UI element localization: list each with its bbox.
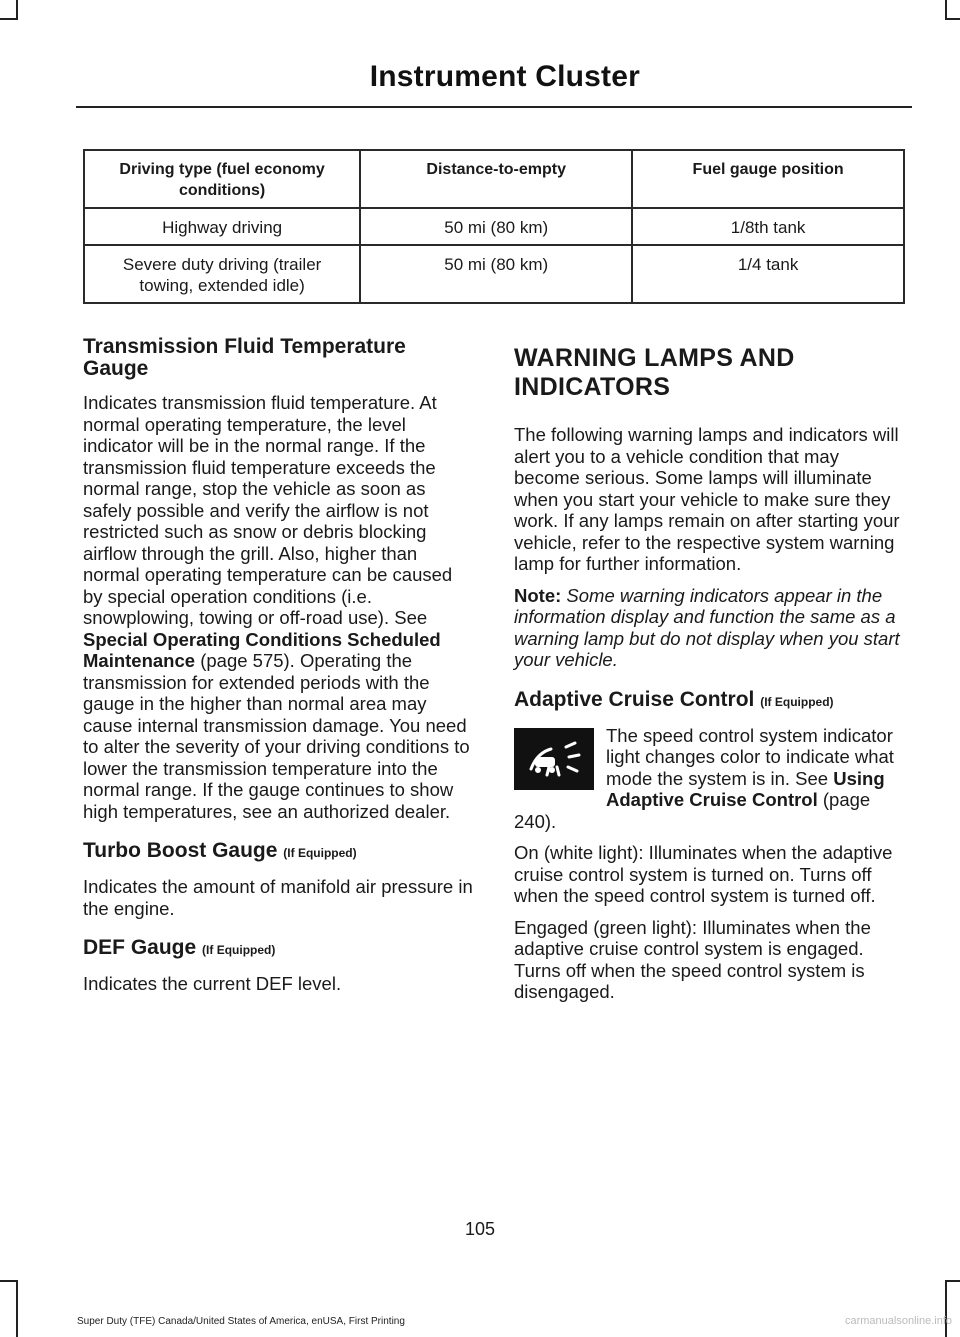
body-text: (page 240).: [514, 789, 871, 832]
table-cell: 50 mi (80 km): [360, 208, 632, 245]
section-title: WARNING LAMPS AND INDICATORS: [514, 344, 795, 401]
title-divider: [76, 106, 912, 108]
table-header-row: [84, 150, 904, 208]
body-text: The speed control system indicator light changes color to indicate what mode the system is in. See: [606, 724, 894, 789]
adaptive-cruise-heading: [514, 689, 907, 713]
table-cell: 1/4 tank: [632, 245, 904, 303]
note-text: Some warning indicators appear in the information display and function the same as a warning lamp but do not display when you start your vehicle.: [514, 584, 900, 670]
table-header-cell: Distance-to-empty: [360, 150, 632, 208]
def-gauge-body: Indicates the current DEF level.: [83, 973, 342, 994]
def-gauge-heading: [83, 937, 475, 961]
heading-text: Turbo Boost Gauge: [83, 839, 278, 862]
body-text: (page 575). Operating the transmission for extended periods with the gauge in the higher than normal area may cause internal transmission damage. You need to alter the severity of your driving conditions to lower the transmission temperature into the normal range. If the gauge continues to show high temperatures, see an authorized dealer.: [83, 650, 470, 822]
table-header-cell: Fuel gauge position: [632, 150, 904, 208]
if-equipped-label: (If Equipped): [202, 943, 276, 957]
intro-paragraph: The following warning lamps and indicators will alert you to a vehicle condition that may become serious. Some lamps will illuminate when you start your vehicle to make sure they work. If any lamps remain on after starting your vehicle, refer to the respective system warning lamp for further information.: [514, 424, 900, 574]
crop-mark: [945, 18, 960, 20]
crop-mark: [0, 1280, 18, 1282]
right-column: [514, 336, 907, 1013]
page-title: Instrument Cluster: [369, 60, 640, 93]
footer-text: Super Duty (TFE) Canada/United States of America, enUSA, First Printing: [77, 1316, 405, 1327]
transmission-gauge-heading: Transmission Fluid Temperature Gauge: [83, 335, 406, 380]
transmission-gauge-body: [83, 392, 475, 822]
if-equipped-label: (If Equipped): [283, 846, 357, 860]
heading-text: DEF Gauge: [83, 936, 197, 959]
fuel-gauge-table: [83, 149, 905, 304]
body-text: Indicates transmission fluid temperature. At normal operating temperature, the level indicator will be in the normal range. If the transmission fluid temperature exceeds the normal range, stop the vehicle as soon as safely possible and verify the airflow is not restricted such as snow or debris blocking airflow through the grill. Also, higher than normal operating temperature can be caused by special operation conditions (i.e. snowplowing, towing or off-road use). See: [83, 392, 453, 628]
page-number: 105: [464, 1219, 496, 1239]
table-cell: 50 mi (80 km): [360, 245, 632, 303]
table-cell: Highway driving: [84, 208, 360, 245]
acc-on-paragraph: On (white light): Illuminates when the adaptive cruise control system is turned on. Turns off when the speed control system is turned off.: [514, 842, 893, 906]
crop-mark: [16, 0, 18, 20]
left-column: [83, 336, 475, 1005]
crop-mark: [945, 1280, 947, 1337]
crop-mark: [945, 0, 947, 20]
table-cell: 1/8th tank: [632, 208, 904, 245]
note-paragraph: [514, 585, 907, 671]
turbo-gauge-body: Indicates the amount of manifold air pressure in the engine.: [83, 876, 473, 919]
crop-mark: [16, 1280, 18, 1337]
crop-mark: [0, 18, 18, 20]
if-equipped-label: (If Equipped): [760, 694, 834, 709]
table-cell: Severe duty driving (trailer towing, extended idle): [84, 245, 360, 303]
table-row: [84, 208, 904, 245]
special-operating-conditions-link[interactable]: Special Operating Conditions Scheduled Maintenance: [83, 628, 441, 671]
turbo-gauge-heading: [83, 840, 475, 864]
watermark: carmanualsonline.info: [844, 1315, 952, 1327]
note-label: Note:: [514, 584, 562, 606]
acc-engaged-paragraph: Engaged (green light): Illuminates when the adaptive cruise control system is engaged. Turns off when the speed control system is disengaged.: [514, 916, 871, 1002]
adaptive-cruise-control-icon: [514, 728, 594, 790]
crop-mark: [945, 1280, 960, 1282]
adaptive-cruise-body: [514, 725, 907, 833]
adaptive-cruise-control-link[interactable]: Using Adaptive Cruise Control: [606, 767, 885, 810]
heading-text: Adaptive Cruise Control: [514, 687, 755, 711]
table-row: [84, 245, 904, 303]
table-header-cell: Driving type (fuel economy conditions): [84, 150, 360, 208]
